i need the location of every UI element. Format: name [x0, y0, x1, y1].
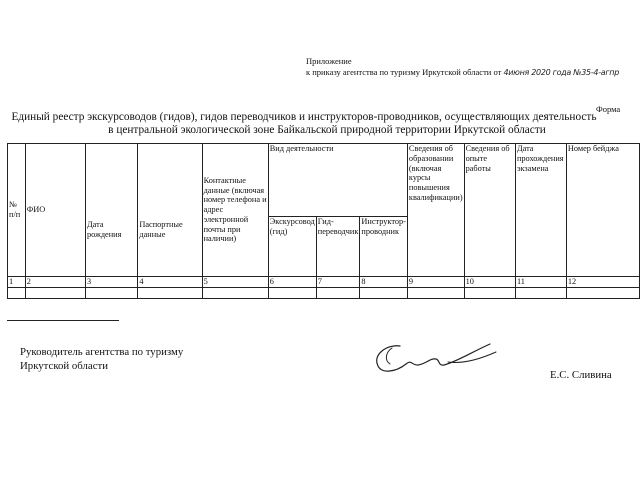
table-row: [8, 287, 640, 298]
position-line-2: Иркутской области: [20, 360, 108, 372]
title-line-1: Единый реестр экскурсоводов (гидов), гидов переводчиков и инструкторов-проводников, осуществляющих деятельность: [11, 111, 597, 123]
table-cell: [268, 287, 316, 298]
header-education: Сведения об образовании (включая курсы повышения квалификации): [407, 144, 464, 277]
footnote-divider: [7, 320, 119, 321]
signature-image: [366, 334, 500, 385]
appendix-label: Приложение: [306, 56, 352, 66]
header-experience: Сведения об опыте работы: [464, 144, 515, 277]
column-number: 7: [316, 277, 360, 288]
table-cell: [515, 287, 566, 298]
document-title: [4, 111, 604, 137]
table-cell: [25, 287, 85, 298]
registry-table: [7, 143, 640, 299]
column-number: 2: [25, 277, 85, 288]
header-passport: Паспортные данные: [138, 144, 202, 277]
order-handwritten: 4июня 2020 года №35-4-агпр: [503, 68, 620, 77]
header-activity-guide: Экскурсовод (гид): [268, 217, 316, 277]
signatory-position: [20, 345, 183, 373]
column-number: 6: [268, 277, 316, 288]
header-birth-date: Дата рождения: [86, 144, 138, 277]
header-activity: Вид деятельности: [268, 144, 407, 217]
table-cell: [202, 287, 268, 298]
position-line-1: Руководитель агентства по туризму: [20, 346, 184, 358]
column-number: 5: [202, 277, 268, 288]
header-activity-translator: Гид-переводчик: [316, 217, 360, 277]
appendix-block: [306, 56, 619, 78]
header-contacts: Контактные данные (включая номер телефона и адрес электронной почты при наличии): [202, 144, 268, 277]
table-cell: [86, 287, 138, 298]
order-reference: [306, 67, 619, 78]
table-cell: [360, 287, 408, 298]
title-line-2: в центральной экологической зоне Байкальской природной территории Иркутской области: [108, 124, 546, 136]
header-activity-instructor: Инструктор-проводник: [360, 217, 408, 277]
column-number: 1: [8, 277, 26, 288]
column-number-row: [8, 277, 640, 288]
header-badge: Номер бейджа: [566, 144, 639, 277]
table-cell: [464, 287, 515, 298]
order-text: к приказу агентства по туризму Иркутской области от: [306, 67, 502, 77]
table-cell: [316, 287, 360, 298]
table-cell: [566, 287, 639, 298]
form-label: Форма: [596, 104, 621, 114]
table-cell: [8, 287, 26, 298]
header-fio: ФИО: [25, 144, 85, 277]
column-number: 11: [515, 277, 566, 288]
signer-name: Е.С. Сливина: [550, 369, 612, 381]
table-cell: [407, 287, 464, 298]
column-number: 3: [86, 277, 138, 288]
header-exam-date: Дата прохождения экзамена: [515, 144, 566, 277]
column-number: 8: [360, 277, 408, 288]
column-number: 9: [407, 277, 464, 288]
table-cell: [138, 287, 202, 298]
header-num: № п/п: [8, 144, 26, 277]
column-number: 12: [566, 277, 639, 288]
signature-scribble: [366, 334, 500, 380]
column-number: 10: [464, 277, 515, 288]
column-number: 4: [138, 277, 202, 288]
